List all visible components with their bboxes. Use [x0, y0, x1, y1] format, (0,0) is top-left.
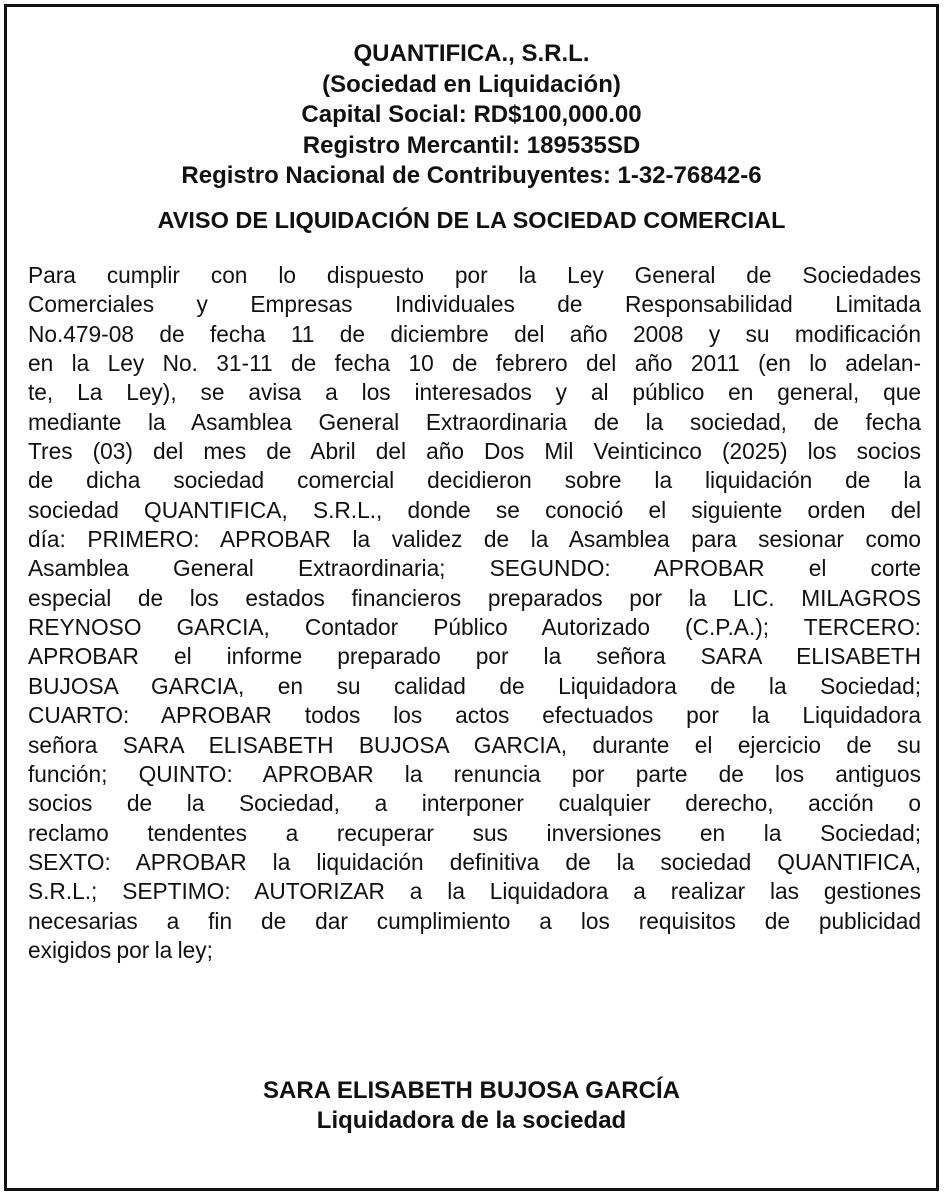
body-line: S.R.L.; SEPTIMO: AUTORIZAR a la Liquidadora a realizar las gestiones	[28, 878, 921, 905]
body-line: Para cumplir con lo dispuesto por la Ley General de Sociedades	[28, 262, 921, 288]
body-line: Comerciales y Empresas Individuales de Responsabilidad Limitada	[28, 291, 921, 318]
company-registry: Registro Mercantil: 189535SD	[302, 131, 641, 159]
signatory-role: Liquidadora de la sociedad	[316, 1107, 627, 1134]
body-line: función; QUINTO: APROBAR la renuncia por parte de los antiguos	[28, 760, 921, 787]
company-name: QUANTIFICA., S.R.L.	[353, 40, 590, 67]
legal-notice	[4, 4, 939, 1191]
body-line: te, La Ley), se avisa a los interesados y al público en general, que	[28, 379, 921, 406]
body-line: SEXTO: APROBAR la liquidación definitiva de la sociedad QUANTIFICA,	[28, 848, 921, 875]
body-line: Asamblea General Extraordinaria; SEGUNDO: APROBAR el corte	[28, 555, 921, 582]
body-line: en la Ley No. 31-11 de fecha 10 de febrero del año 2011 (en lo adelan-	[28, 350, 921, 377]
signatory-name: SARA ELISABETH BUJOSA GARCÍA	[263, 1077, 680, 1104]
company-header	[7, 39, 936, 192]
notice-body	[28, 261, 921, 965]
body-line: necesarias a fin de dar cumplimiento a los requisitos de publicidad	[28, 907, 921, 934]
body-line: señora SARA ELISABETH BUJOSA GARCIA, durante el ejercicio de su	[28, 731, 921, 758]
signature-block	[7, 1076, 936, 1136]
body-line: CUARTO: APROBAR todos los actos efectuados por la Liquidadora	[28, 702, 921, 729]
notice-title: AVISO DE LIQUIDACIÓN DE LA SOCIEDAD COMERCIAL	[157, 207, 786, 233]
body-line: BUJOSA GARCIA, en su calidad de Liquidadora de la Sociedad;	[28, 672, 921, 699]
body-line: especial de los estados financieros preparados por la LIC. MILAGROS	[28, 584, 921, 611]
company-capital: Capital Social: RD$100,000.00	[301, 101, 642, 128]
body-line: de dicha sociedad comercial decidieron sobre la liquidación de la	[28, 467, 921, 494]
company-status: (Sociedad en Liquidación)	[322, 70, 621, 98]
body-line: día: PRIMERO: APROBAR la validez de la Asamblea para sesionar como	[28, 526, 921, 553]
body-line: exigidos por la ley;	[28, 936, 213, 963]
company-rnc: Registro Nacional de Contribuyentes: 1-32-76842-6	[181, 162, 762, 189]
body-line: sociedad QUANTIFICA, S.R.L., donde se conoció el siguiente orden del	[28, 496, 921, 523]
body-line: APROBAR el informe preparado por la señora SARA ELISABETH	[28, 643, 921, 670]
body-line: socios de la Sociedad, a interponer cualquier derecho, acción o	[28, 790, 921, 817]
body-line: No.479-08 de fecha 11 de diciembre del año 2008 y su modificación	[28, 320, 921, 347]
body-line: reclamo tendentes a recuperar sus inversiones en la Sociedad;	[28, 819, 921, 846]
body-line: Tres (03) del mes de Abril del año Dos Mil Veinticinco (2025) los socios	[28, 438, 921, 465]
body-line: REYNOSO GARCIA, Contador Público Autorizado (C.P.A.); TERCERO:	[28, 614, 921, 641]
body-line: mediante la Asamblea General Extraordinaria de la sociedad, de fecha	[28, 408, 921, 435]
